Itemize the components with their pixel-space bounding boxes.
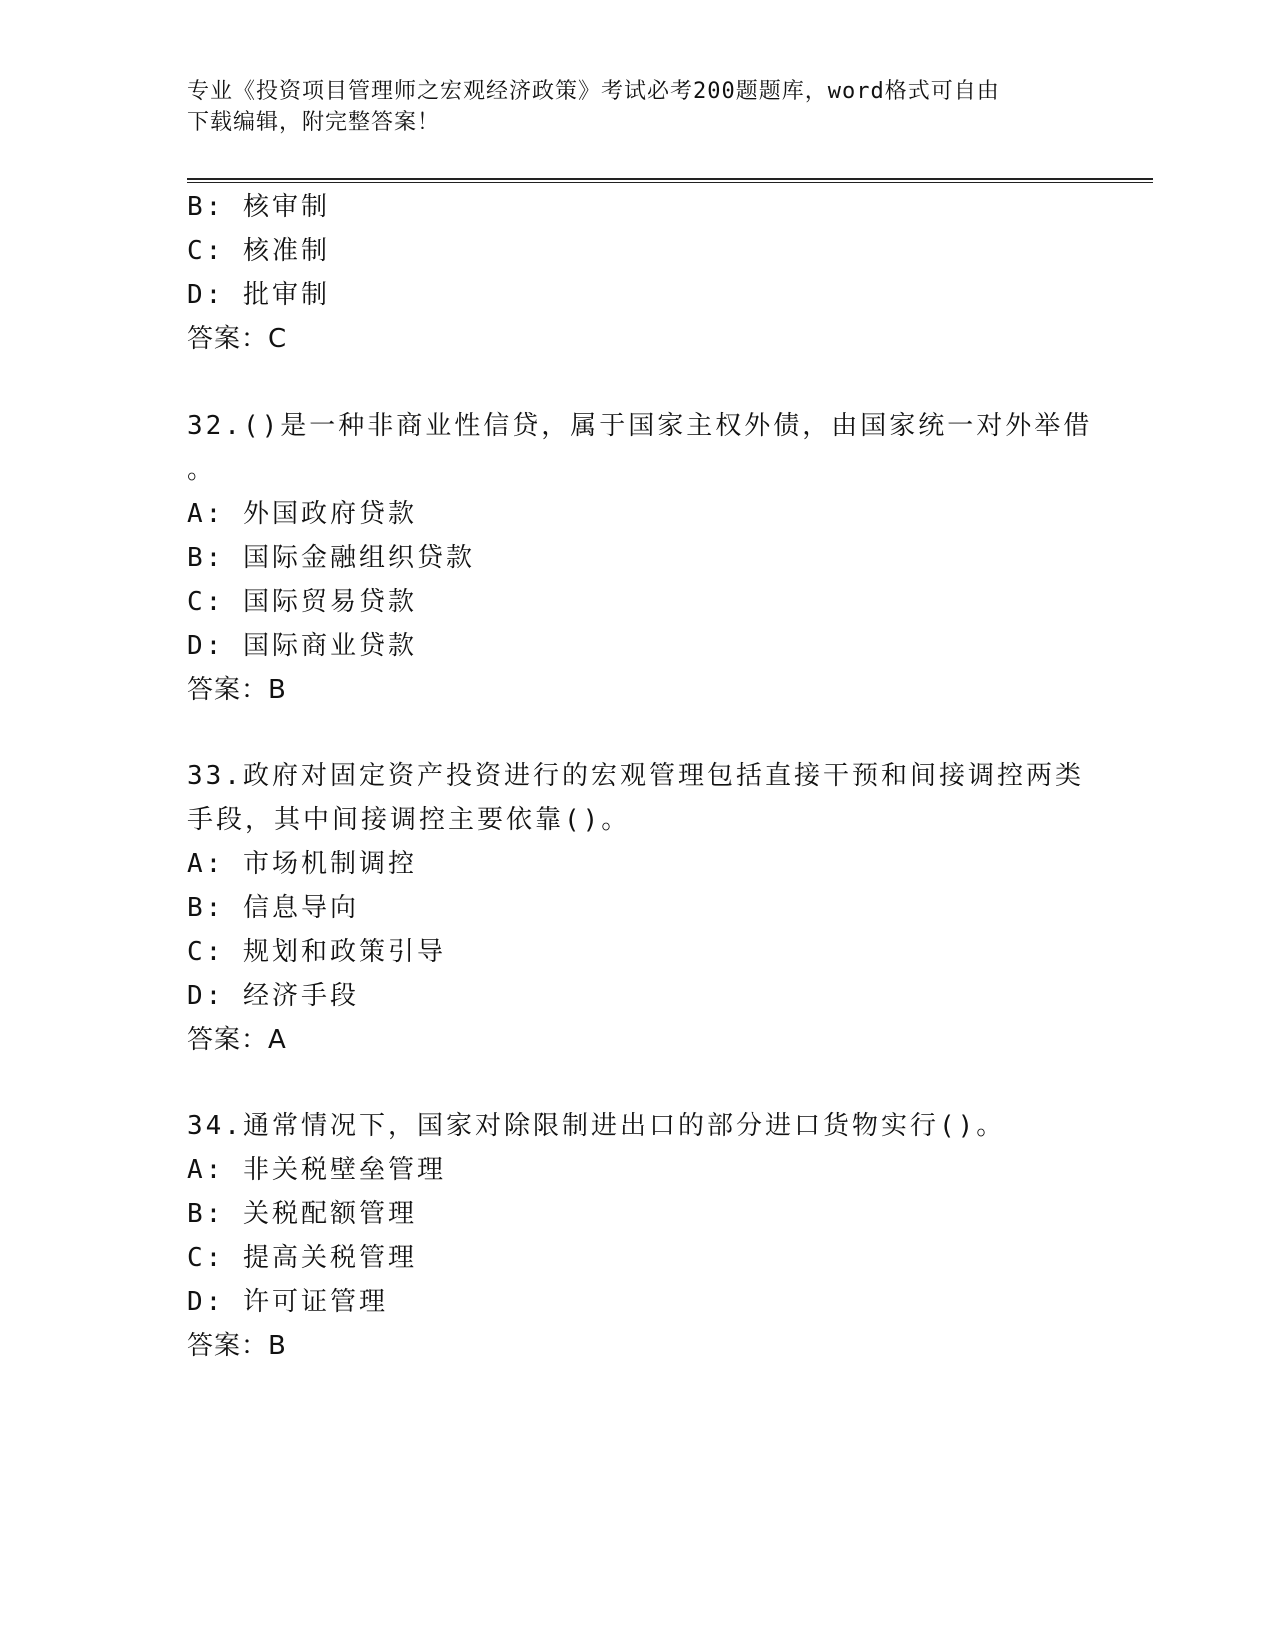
q32-option-a: A: 外国政府贷款 (187, 499, 417, 529)
q34-option-c: C: 提高关税管理 (187, 1243, 417, 1273)
q33-option-c: C: 规划和政策引导 (187, 937, 446, 967)
q32-stem-line-2: 。 (187, 455, 217, 485)
q33-option-a: A: 市场机制调控 (187, 849, 417, 879)
header-line-1: 专业《投资项目管理师之宏观经济政策》考试必考200题题库，word格式可自由 (187, 79, 1000, 104)
q32-answer: 答案：B (187, 675, 287, 705)
q34-option-b: B: 关税配额管理 (187, 1199, 417, 1229)
header-divider-thick (187, 178, 1153, 180)
q34-option-d: D: 许可证管理 (187, 1287, 388, 1317)
q34-answer: 答案：B (187, 1331, 287, 1361)
q32-option-d: D: 国际商业贷款 (187, 631, 417, 661)
q33-option-b: B: 信息导向 (187, 893, 359, 923)
document-header (187, 76, 1087, 138)
header-divider-thin (187, 182, 1153, 183)
prev-option-d: D: 批审制 (187, 280, 330, 310)
header-line-2: 下载编辑，附完整答案！ (187, 110, 441, 135)
q33-stem-line-2: 手段，其中间接调控主要依靠()。 (187, 805, 631, 835)
q34-option-a: A: 非关税壁垒管理 (187, 1155, 446, 1185)
prev-option-c: C: 核准制 (187, 236, 330, 266)
prev-option-b: B: 核审制 (187, 192, 330, 222)
q34-stem-line-1: 34.通常情况下，国家对除限制进出口的部分进口货物实行()。 (187, 1111, 1006, 1141)
q32-stem-line-1: 32.()是一种非商业性信贷，属于国家主权外债，由国家统一对外举借 (187, 411, 1093, 441)
q32-option-b: B: 国际金融组织贷款 (187, 543, 475, 573)
prev-answer: 答案：C (187, 324, 288, 354)
q33-stem-line-1: 33.政府对固定资产投资进行的宏观管理包括直接干预和间接调控两类 (187, 761, 1084, 791)
q33-option-d: D: 经济手段 (187, 981, 359, 1011)
q33-answer: 答案：A (187, 1025, 287, 1055)
q32-option-c: C: 国际贸易贷款 (187, 587, 417, 617)
